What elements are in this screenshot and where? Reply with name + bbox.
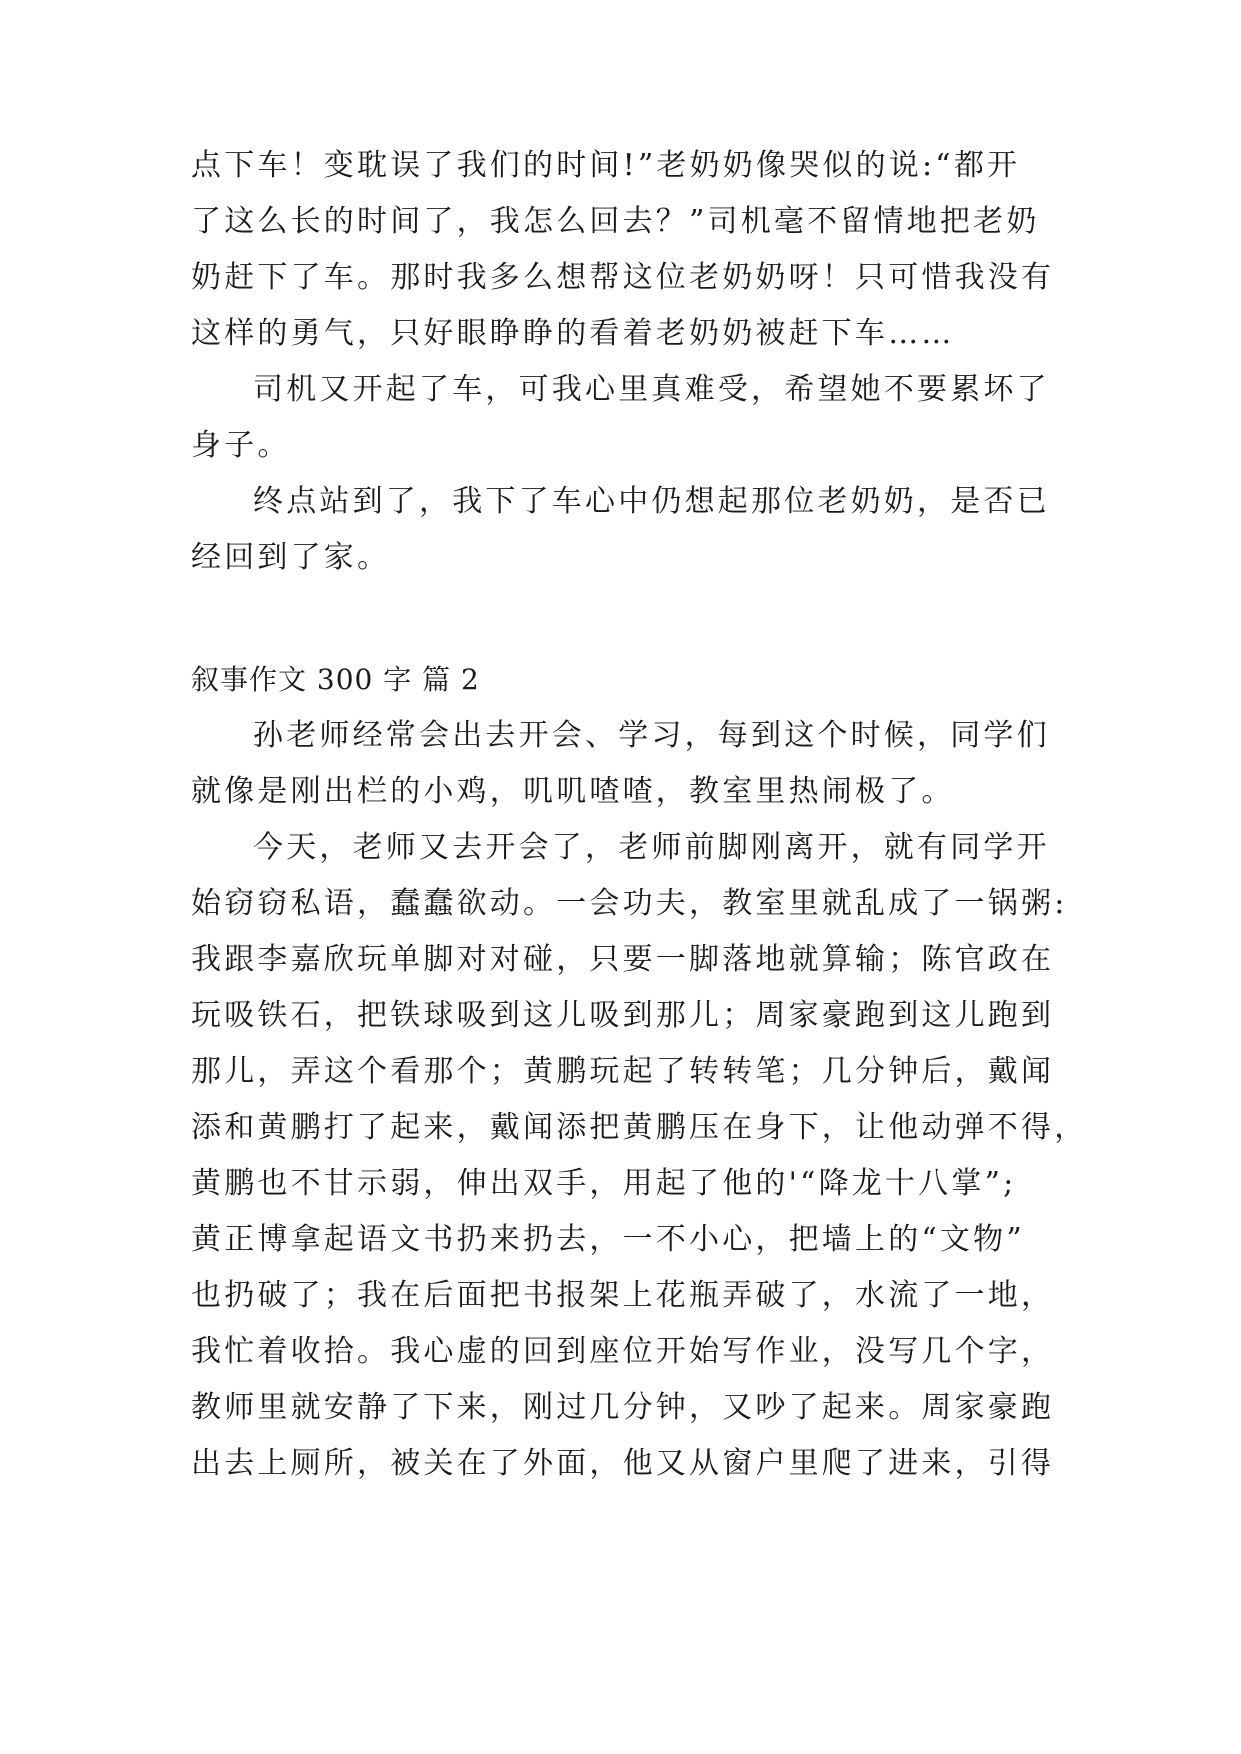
text-line: 了这么长的时间了，我怎么回去？”司机毫不留情地把老奶 bbox=[191, 204, 1040, 239]
text-line: 奶赶下了车。那时我多么想帮这位老奶奶呀！只可惜我没有 bbox=[191, 260, 1055, 295]
text-line: 点下车！变耽误了我们的时间!”老奶奶像哭似的说:“都开 bbox=[191, 148, 1021, 183]
text-line: 始窃窃私语，蠢蠢欲动。一会功夫，教室里就乱成了一锅粥: bbox=[191, 886, 1068, 921]
text-line: 玩吸铁石，把铁球吸到这儿吸到那儿；周家豪跑到这儿跑到 bbox=[191, 998, 1055, 1033]
text-line: 添和黄鹏打了起来，戴闻添把黄鹏压在身下，让他动弹不得， bbox=[191, 1110, 1088, 1145]
text-line: 今天，老师又去开会了，老师前脚刚离开，就有同学开 bbox=[253, 830, 1050, 865]
text-line: 就像是刚出栏的小鸡，叽叽喳喳，教室里热闹极了。 bbox=[191, 774, 955, 809]
text-line: 经回到了家。 bbox=[191, 540, 391, 575]
text-line: 黄鹏也不甘示弱，伸出双手，用起了他的'“降龙十八掌”; bbox=[191, 1166, 1017, 1201]
text-line: 终点站到了，我下了车心中仍想起那位老奶奶，是否已 bbox=[253, 484, 1050, 519]
text-line: 孙老师经常会出去开会、学习，每到这个时候，同学们 bbox=[253, 718, 1050, 753]
text-line: 我跟李嘉欣玩单脚对对碰，只要一脚落地就算输；陈官政在 bbox=[191, 942, 1055, 977]
text-line: 司机又开起了车，可我心里真难受，希望她不要累坏了 bbox=[253, 372, 1050, 407]
text-line: 出去上厕所，被关在了外面，他又从窗户里爬了进来，引得 bbox=[191, 1446, 1055, 1481]
text-line: 我忙着收拾。我心虚的回到座位开始写作业，没写几个字， bbox=[191, 1334, 1055, 1369]
text-line: 教师里就安静了下来，刚过几分钟，又吵了起来。周家豪跑 bbox=[191, 1390, 1055, 1425]
text-line: 也扔破了；我在后面把书报架上花瓶弄破了，水流了一地， bbox=[191, 1278, 1055, 1313]
section-title: 叙事作文 300 字 篇 2 bbox=[191, 663, 480, 696]
text-line: 身子。 bbox=[191, 428, 291, 463]
text-line: 黄正博拿起语文书扔来扔去，一不小心，把墙上的“文物” bbox=[191, 1222, 1025, 1257]
text-line: 这样的勇气，只好眼睁睁的看着老奶奶被赶下车…… bbox=[191, 316, 955, 351]
text-line: 那儿，弄这个看那个；黄鹏玩起了转转笔；几分钟后，戴闻 bbox=[191, 1054, 1055, 1089]
